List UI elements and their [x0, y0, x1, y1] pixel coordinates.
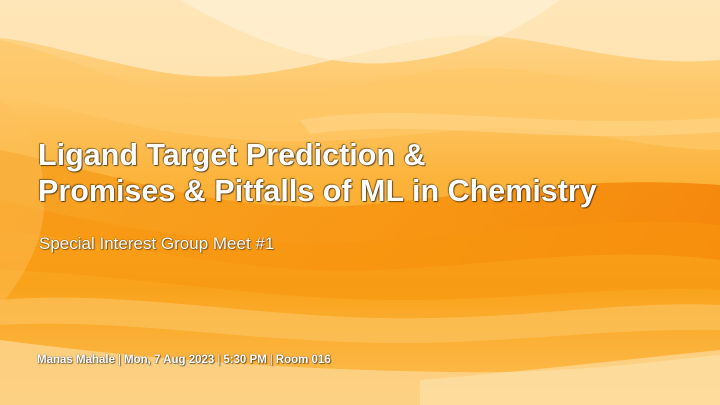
- event-time: 5:30 PM: [223, 354, 267, 366]
- separator: |: [217, 354, 221, 366]
- slide-subtitle: Special Interest Group Meet #1: [39, 234, 275, 253]
- separator: |: [117, 354, 121, 366]
- title-line-2: Promises & Pitfalls of ML in Chemistry: [38, 174, 597, 208]
- separator: |: [269, 354, 273, 366]
- slide-title: [38, 137, 597, 209]
- title-line-1: Ligand Target Prediction &: [38, 138, 426, 172]
- presenter-name: Manas Mahale: [37, 354, 115, 366]
- event-room: Room 016: [275, 354, 331, 366]
- event-date: Mon, 7 Aug 2023: [123, 354, 215, 366]
- event-details-footer: [37, 352, 331, 368]
